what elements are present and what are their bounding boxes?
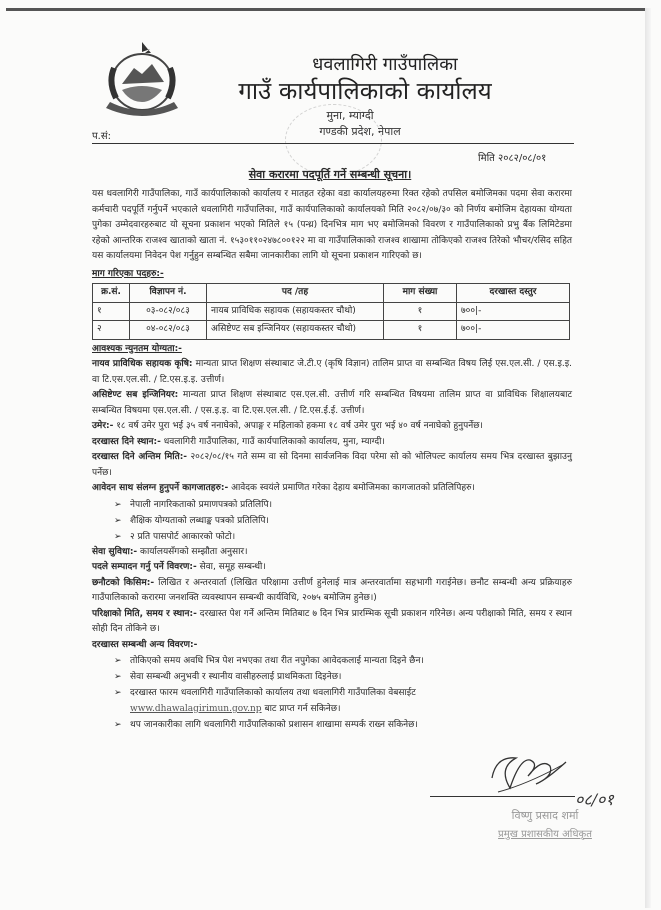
list-item-text: बाट प्राप्त गर्न सकिनेछ।: [261, 704, 341, 714]
col-ad-number: विज्ञापन नं.: [130, 284, 207, 303]
qualification-item: [92, 388, 572, 419]
detail-text: सेवा, समूह सम्बन्धी।: [196, 562, 266, 572]
list-item-text: दरखास्त फारम धवलागिरी गाउँपालिकाको कार्यालय तथा धवलागिरी गाउँपालिका वेबसाईट: [130, 688, 416, 698]
detail-item: [92, 607, 572, 638]
qualification-label: आवेदन साथ संलग्न हुनुपर्ने कागजातहरु:-: [92, 483, 229, 493]
list-item-text: २ प्रति पासपोर्ट आकारको फोटो।: [130, 531, 236, 542]
detail-item: [92, 560, 572, 576]
website-link[interactable]: www.dhawalagirimun.gov.np: [130, 704, 262, 714]
col-demand: माग संख्या: [384, 284, 457, 303]
office-location: मुना, म्याग्दी: [326, 109, 374, 122]
qualification-text: धवलागिरी गाउँपालिका, गाउँ कार्यपालिकाको कार्यालय, मुना, म्याग्दी।: [160, 436, 385, 447]
qualification-label: दरखास्त दिने स्थान:-: [92, 436, 161, 447]
qualification-text: १८ वर्ष उमेर पुरा भई ३५ वर्ष ननाघेको, अपाङ्ग र महिलाको हकमा १८ वर्ष उमेर पुरा भई ४० वर्ष ननाघेको हुनुपर्नेछ।: [113, 421, 483, 431]
detail-label: सेवा सुविधा:-: [92, 546, 138, 557]
cell-fee: ७००|-: [457, 321, 570, 340]
col-fee: दरखास्त दस्तुर: [457, 284, 570, 303]
qualification-item: [92, 357, 572, 388]
intro-paragraph: यस धवलागिरी गाउँपालिका, गाउँ कार्यपालिकाको कार्यालय र मातहत रहेका वडा कार्यालयहरुमा रिक्त रहेको तपसिल बमोजिमका पदमा सेवा करारमा कर्मचारी पदपूर्ति गर्नुपर्ने भएकाले धवलागिरी गाउँपालिका, गाउँ कार्यपालिकाको कार्यालयको मिति २०८२/०७/३० को निर्णय बमोजिम देहायका योग्यता पुगेका उम्मेदवारहरुबाट यो सूचना प्रकाशन भएको मितिले १५ (पन्ध्र) दिनभित्र माग भए बमोजिमको विवरण र गाउँपालिकाको प्रभु बैंक लिमिटेडमा रहेको आन्तरिक राजश्व खाताको खाता नं. १५३०११०२४७८००१२२ मा वा गाउँपालिकाको राजश्व शाखामा तोकिएको राजश्व तिरेको भौचर/रसिद सहित यस कार्यालयमा निवेदन पेश गर्नुहुन सम्बन्धित सबैमा जानकारीका लागि यो सूचना प्रकाशन गारिएको छ।: [92, 189, 572, 261]
notice-date: मिति २०८२/०८/०१: [478, 153, 547, 164]
col-post: पद /तह: [207, 284, 384, 303]
cell-ad-number: ०४-०८२/०८३: [130, 321, 207, 340]
qualification-label: नायव प्राविधिक सहायक कृषि:: [92, 359, 193, 369]
list-item: [114, 513, 572, 529]
arrowhead-bullet-icon: ➢: [114, 688, 122, 698]
documents-list: [92, 497, 572, 545]
reference-number-label: प.सं:: [92, 131, 111, 142]
list-item: [114, 653, 572, 669]
cell-demand: १: [384, 302, 457, 321]
office-name: गाउँ कार्यपालिकाको कार्यालय: [238, 77, 492, 105]
qualification-text: मान्यता प्राप्त शिक्षण संस्थाबाट एस.एल.सी. उत्तीर्ण गरि सम्बन्धित विषयमा तालिम प्राप्त वा प्राविधिक शिक्षालयबाट सम्बन्धित विषयमा एस.एल.सी. / एस.इ.इ. वा टि.एस.एल.सी. / टि.एस.ई.ई. उत्तीर्ण।: [92, 390, 572, 416]
arrowhead-bullet-icon: ➢: [114, 515, 122, 526]
col-serial: क्र.सं.: [93, 284, 130, 303]
other-heading: दरखास्त सम्बन्धी अन्य विवरण:-: [92, 639, 198, 650]
nepal-emblem-icon: [92, 38, 192, 120]
qualification-item: [92, 435, 572, 451]
list-item-text: थप जानकारीका लागि धवलागिरी गाउँपालिकाको प्रशासन शाखामा सम्पर्क राख्न सकिनेछ।: [130, 720, 418, 730]
posts-heading: माग गरिएका पदहरु:-: [92, 268, 164, 279]
page-edge-shadow: [645, 8, 651, 908]
list-item-text: सेवा सम्बन्धी अनुभवी र स्थानीय वासीहरुलाई प्राथमिकता दिइनेछ।: [130, 672, 342, 682]
cell-fee: ७००|-: [457, 302, 570, 321]
other-list: [92, 653, 572, 733]
table-header-row: [93, 284, 570, 303]
signatory-name: विष्णु प्रसाद शर्मा: [511, 809, 579, 822]
arrowhead-bullet-icon: ➢: [114, 531, 122, 542]
header-divider: [92, 143, 574, 144]
signature-line: [430, 796, 575, 797]
arrowhead-bullet-icon: ➢: [114, 499, 122, 510]
handwritten-signature: [488, 748, 568, 803]
table-row: [93, 302, 570, 321]
cell-serial: १: [93, 302, 130, 321]
qualification-label: असिष्टेण्ट सब इन्जिनियर:: [92, 390, 179, 400]
posts-table: [92, 283, 570, 340]
detail-label: छनौटको किसिम:-: [92, 577, 155, 588]
cell-serial: २: [93, 321, 130, 340]
list-item: [114, 497, 572, 513]
list-item-text: नेपाली नागरिकताको प्रमाणपत्रको प्रतिलिपि।: [130, 499, 273, 510]
detail-item: [92, 576, 572, 607]
list-item-text: तोकिएको समय अवधि भित्र पेश नभएका तथा रीत नपुगेका आवेदकलाई मान्यता दिइने छैन।: [130, 656, 424, 666]
qualification-text: २०८२/०८/१५ गते सम्म वा सो दिनमा सार्वजनिक विदा परेमा सो को भोलिपल्ट कार्यालय समय भित्र दरखास्त बुझाउनु पर्नेछ।: [92, 452, 572, 478]
cell-post: नायब प्राविधिक सहायक (सहायकस्तर चौथो): [207, 302, 384, 321]
qualification-heading: आवश्यक न्युनतम योग्यता:-: [92, 343, 182, 354]
top-edge-bar: [6, 8, 646, 11]
arrowhead-bullet-icon: ➢: [114, 720, 122, 730]
signatory-designation: प्रमुख प्रशासकीय अधिकृत: [498, 829, 592, 840]
list-item: [114, 669, 572, 685]
qualification-item: [92, 481, 572, 497]
detail-item: [92, 545, 572, 561]
signature-date: ०८/०१: [575, 790, 614, 809]
qualification-text: आवेदक स्वयंले प्रमाणित गरेका देहाय बमोजिमका कागजातको प्रतिलिपिहरु।: [228, 483, 475, 493]
arrowhead-bullet-icon: ➢: [114, 672, 122, 682]
qualification-label: दरखास्त दिने अन्तिम मिति:-: [92, 452, 188, 462]
cell-post: असिष्टेण्ट सब इन्जिनियर (सहायकस्तर चौथो): [207, 321, 384, 340]
qualification-item: [92, 450, 572, 481]
qualification-text: मान्यता प्राप्त शिक्षण संस्थाबाट जे.टी.ए (कृषि विज्ञान) तालिम प्राप्त वा सम्बन्धित विषय लिई एस.एल.सी. / एस.इ.इ. वा टि.एस.एल.सी. / टि.एस.इ.इ. उत्तीर्ण।: [92, 359, 572, 385]
office-province: गण्डकी प्रदेश, नेपाल: [319, 125, 401, 138]
list-item: [114, 717, 572, 733]
cell-demand: १: [384, 321, 457, 340]
qualification-item: [92, 419, 572, 435]
detail-text: लिखित र अन्तरवार्ता (लिखित परिक्षामा उत्तीर्ण हुनेलाई मात्र अन्तरवार्तामा सहभागी गराईनेछ। छनौट सम्बन्धी अन्य प्रक्रियाहरु गाउँपालिकाको करारमा जनशक्ति व्यवस्थापन सम्बन्धी कार्यविधि, २०७५ बमोजिम हुनेछ।): [92, 577, 572, 603]
list-item: [114, 685, 572, 717]
list-item-text: शैक्षिक योग्यताको लब्धाङ्क पत्रको प्रतिलिपि।: [130, 515, 269, 526]
municipality-name: धवलागिरी गाउँपालिका: [312, 54, 458, 75]
notice-body: [92, 187, 572, 733]
notice-title: सेवा करारमा पदपूर्ति गर्ने सम्बन्धी सूचना।: [248, 168, 412, 181]
detail-label: परिक्षाको मिति, समय र स्थान:-: [92, 608, 197, 619]
qualification-label: उमेर:-: [92, 421, 114, 431]
detail-text: दरखास्त पेश गर्ने अन्तिम मितिबाट ७ दिन भित्र प्रारम्भिक सूची प्रकाशन गरिनेछ। अन्य परीक्षाको मिति, समय र स्थान सोही दिन तोकिने छ।: [92, 608, 572, 634]
cell-ad-number: ०३-०८२/०८३: [130, 302, 207, 321]
arrowhead-bullet-icon: ➢: [114, 656, 122, 666]
table-row: [93, 321, 570, 340]
list-item: [114, 529, 572, 545]
detail-label: पदले सम्पादन गर्नु पर्ने विवरण:-: [92, 562, 197, 572]
detail-text: कार्यालयसँगको सम्झौता अनुसार।: [137, 546, 248, 557]
